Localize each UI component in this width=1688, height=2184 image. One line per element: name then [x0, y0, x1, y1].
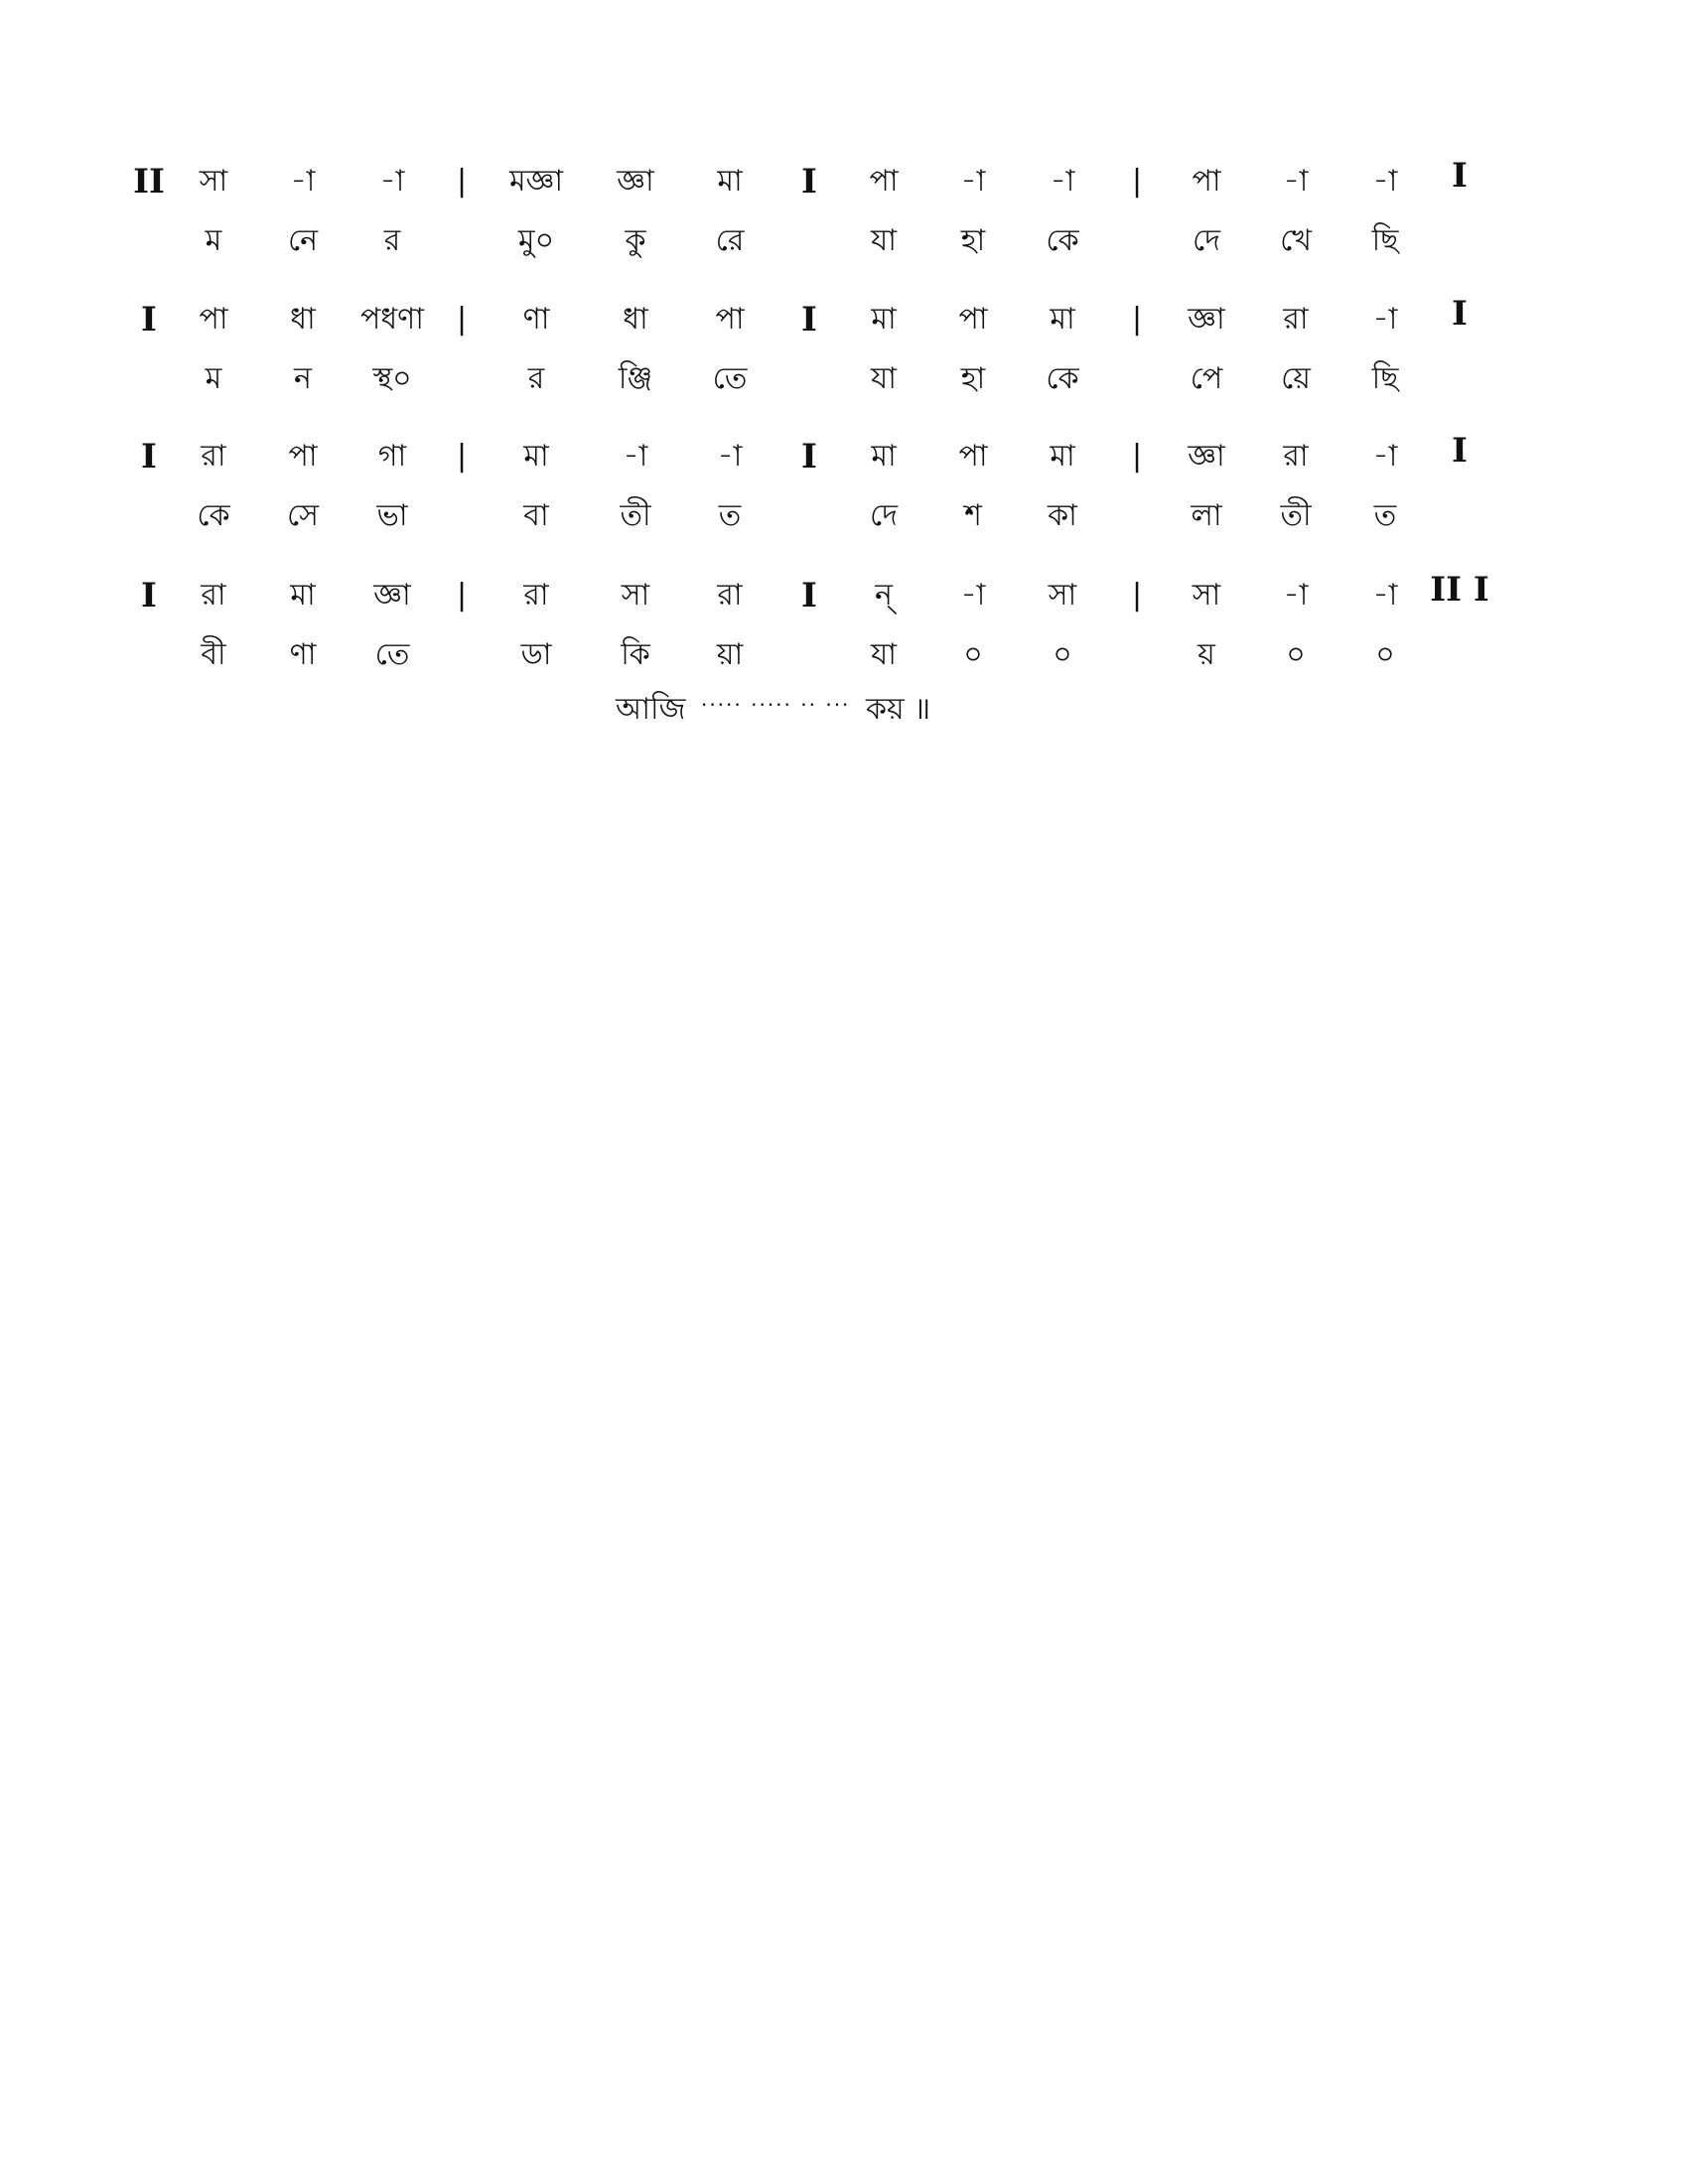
measure-barline: I: [801, 300, 817, 340]
lyric-syllable: র: [527, 361, 545, 396]
lyric-syllable: হা: [960, 223, 986, 258]
swar-note: -া: [1372, 578, 1398, 613]
lyric-syllable: তে: [712, 361, 748, 396]
lyric-syllable: নে: [287, 223, 319, 258]
swar-note: পা: [958, 439, 988, 474]
lyric-syllable: র: [383, 223, 401, 258]
swar-note: -া: [1050, 164, 1075, 199]
lead-barline: I: [141, 576, 157, 615]
lyric-syllable: বী: [201, 637, 226, 672]
lyric-syllable: রে: [715, 223, 745, 258]
swar-note: পা: [958, 302, 988, 337]
lyric-syllable: দে: [870, 498, 898, 533]
lyric-syllable: ০: [1286, 637, 1306, 672]
refrain-line: [616, 692, 931, 727]
swar-note: -া: [1283, 164, 1309, 199]
lyric-syllable: ০: [1375, 637, 1395, 672]
swar-note: রা: [523, 578, 549, 613]
lyric-syllable: মু০: [517, 223, 555, 258]
swar-note: পা: [715, 302, 745, 337]
lyric-syllable: য়া: [716, 637, 744, 672]
swar-note: রা: [717, 578, 743, 613]
beat-divider: |: [456, 578, 468, 613]
lyric-syllable: বা: [523, 498, 549, 533]
swar-note: রা: [201, 439, 226, 474]
swar-note: রা: [201, 578, 226, 613]
swar-note: -া: [717, 439, 743, 474]
measure-barline: I: [801, 437, 817, 477]
swar-note: রা: [1283, 302, 1309, 337]
swar-note: ধা: [290, 302, 316, 337]
lyric-syllable: যা: [871, 223, 897, 258]
swar-note: গা: [377, 439, 407, 474]
end-barline: II I: [1430, 570, 1489, 610]
lyric-syllable: স্থ০: [372, 361, 412, 396]
measure-barline: I: [801, 576, 817, 615]
swar-note: -া: [960, 164, 986, 199]
lyric-syllable: যা: [871, 637, 897, 672]
lyric-syllable: ত: [718, 498, 742, 533]
lyric-syllable: তী: [1280, 498, 1312, 533]
swar-note: মজ্ঞা: [508, 164, 564, 199]
lyric-syllable: ম: [205, 223, 222, 258]
refrain-start: আজি: [616, 692, 686, 727]
swar-note: -া: [1283, 578, 1309, 613]
lyric-syllable: ছি: [1371, 223, 1399, 258]
beat-divider: |: [1131, 578, 1143, 613]
swar-note: জ্ঞা: [373, 578, 411, 613]
refrain-ellipsis: ····· ····· ·· ···: [700, 693, 851, 717]
lyric-syllable: কে: [197, 498, 230, 533]
lyric-syllable: ডা: [520, 637, 552, 672]
beat-divider: |: [1131, 439, 1143, 474]
lyric-syllable: ণা: [289, 637, 317, 672]
swar-note: ধা: [623, 302, 648, 337]
lyric-syllable: কে: [1046, 223, 1079, 258]
lyric-syllable: হা: [960, 361, 986, 396]
swar-note: -া: [960, 578, 986, 613]
end-barline: I: [1452, 294, 1468, 334]
swar-note: পা: [869, 164, 899, 199]
swar-note: মা: [1050, 439, 1075, 474]
swar-note: মা: [1050, 302, 1075, 337]
swar-note: ণা: [522, 302, 550, 337]
swar-note: মা: [290, 578, 316, 613]
swar-note: মা: [523, 439, 549, 474]
lyric-syllable: ত: [1373, 498, 1397, 533]
lyric-syllable: দে: [1193, 223, 1220, 258]
swar-note: সা: [199, 164, 228, 199]
lead-barline: I: [141, 437, 157, 477]
measure-barline: I: [801, 162, 817, 202]
lyric-syllable: তী: [620, 498, 651, 533]
lyric-syllable: শ: [964, 498, 982, 533]
lyric-syllable: কা: [1048, 498, 1077, 533]
swar-note: -া: [290, 164, 316, 199]
swar-note: সা: [1192, 578, 1221, 613]
lyric-syllable: ন: [294, 361, 312, 396]
swar-note: -া: [1372, 439, 1398, 474]
lyric-syllable: য়ে: [1281, 361, 1311, 396]
swar-note: -া: [379, 164, 405, 199]
lyric-syllable: ঞ্জি: [618, 361, 653, 396]
swar-note: পা: [288, 439, 318, 474]
lyric-syllable: কু: [625, 223, 646, 258]
swar-note: -া: [623, 439, 648, 474]
lyric-syllable: লা: [1191, 498, 1222, 533]
lead-barline: II: [133, 162, 165, 202]
swar-note: মা: [871, 439, 897, 474]
lead-barline: I: [141, 300, 157, 340]
beat-divider: |: [1131, 302, 1143, 337]
swar-note: পধণা: [359, 302, 425, 337]
lyric-syllable: ম: [205, 361, 222, 396]
swar-note: পা: [1192, 164, 1221, 199]
swar-note: মা: [717, 164, 743, 199]
lyric-syllable: তে: [374, 637, 410, 672]
swar-note: জ্ঞা: [1188, 302, 1225, 337]
swar-note: জ্ঞা: [617, 164, 654, 199]
swar-note: রা: [1283, 439, 1309, 474]
lyric-syllable: য়: [1197, 637, 1215, 672]
lyric-syllable: যা: [871, 361, 897, 396]
lyric-syllable: ছি: [1371, 361, 1399, 396]
swar-note: ন্: [875, 578, 893, 613]
beat-divider: |: [456, 439, 468, 474]
lyric-syllable: খে: [1280, 223, 1312, 258]
lyric-syllable: পে: [1190, 361, 1223, 396]
beat-divider: |: [456, 302, 468, 337]
lyric-syllable: সে: [287, 498, 319, 533]
swar-note: জ্ঞা: [1188, 439, 1225, 474]
refrain-end: কয় ॥: [865, 692, 931, 727]
swar-note: পা: [199, 302, 228, 337]
beat-divider: |: [456, 164, 468, 199]
end-barline: I: [1452, 156, 1468, 196]
swar-note: -া: [1372, 164, 1398, 199]
lyric-syllable: ভা: [376, 498, 408, 533]
lyric-syllable: কি: [621, 637, 650, 672]
lyric-syllable: কে: [1046, 361, 1079, 396]
beat-divider: |: [1131, 164, 1143, 199]
swar-note: মা: [871, 302, 897, 337]
swar-note: সা: [1048, 578, 1077, 613]
swar-note: -া: [1372, 302, 1398, 337]
end-barline: I: [1452, 431, 1468, 471]
lyric-syllable: ০: [963, 637, 983, 672]
swar-note: সা: [621, 578, 650, 613]
lyric-syllable: ০: [1053, 637, 1072, 672]
